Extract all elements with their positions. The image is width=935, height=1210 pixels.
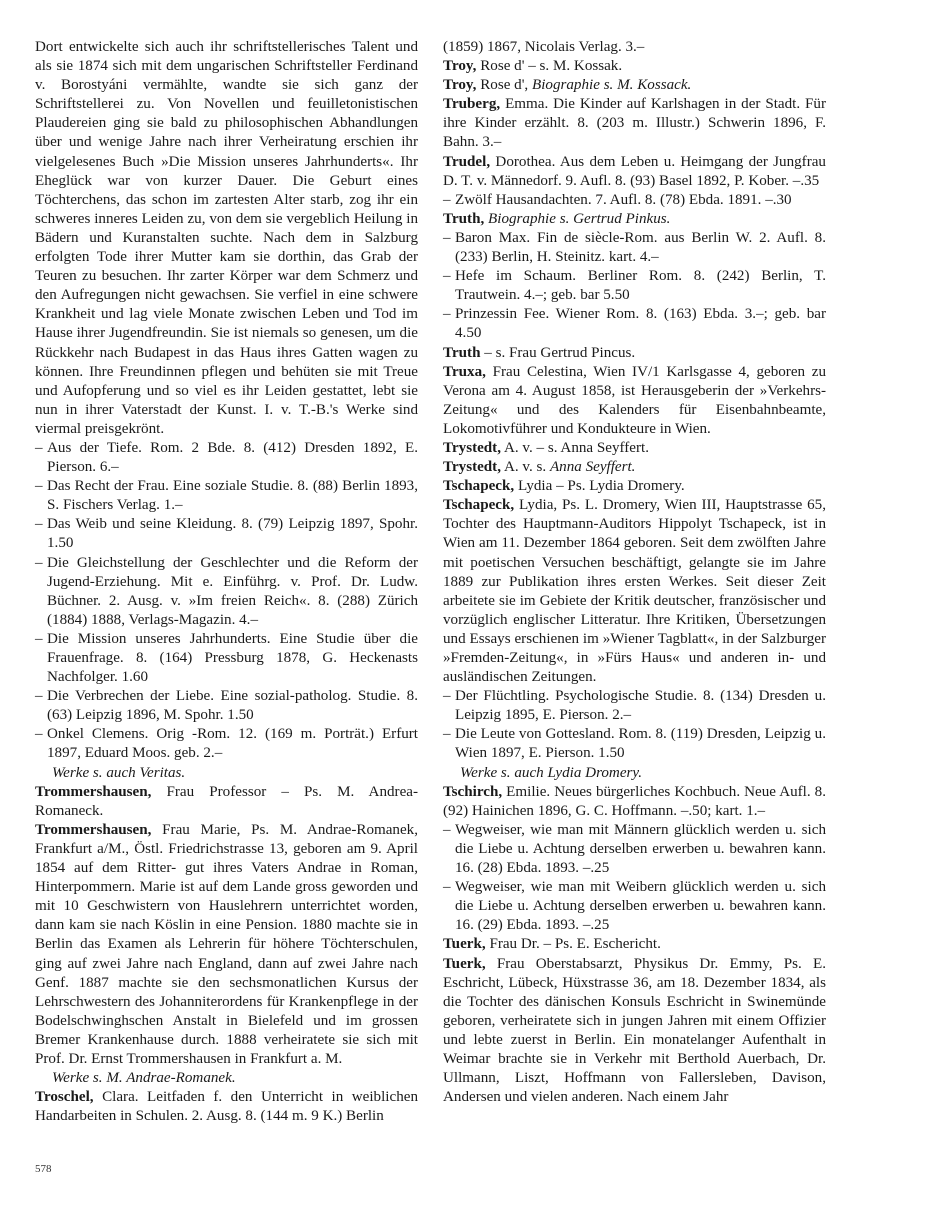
work-entry: – Die Mission unseres Jahrhunderts. Eine Studie über die Frauenfrage. 8. (164) Pressburg 1878, G. Heckenasts Nachfolger. 1.60	[35, 630, 418, 686]
work-entry: – Die Gleichstellung der Geschlechter und die Reform der Jugend-Erziehung. Mit e. Einführg. v. Prof. Dr. Ludw. Büchner. 2. Ausg. v. »Im freien Reich«. 8. (288) Zürich (1884) 1888, Verlags-Magazin. 4.–	[35, 554, 418, 628]
entry-name: Truth	[443, 344, 481, 361]
entry-name: Trommershausen,	[35, 783, 152, 800]
entry-name: Trystedt,	[443, 439, 501, 456]
entry-name: Trommershausen,	[35, 821, 152, 838]
work-entry: – Onkel Clemens. Orig -Rom. 12. (169 m. Porträt.) Erfurt 1897, Eduard Moos. geb. 2.–	[35, 726, 418, 762]
left-column	[35, 38, 418, 1126]
entry-name: Tschapeck,	[443, 497, 515, 514]
work-entry: – Hefe im Schaum. Berliner Rom. 8. (242) Berlin, T. Trautwein. 4.–; geb. bar 5.50	[443, 268, 826, 304]
work-entry: – Die Verbrechen der Liebe. Eine sozial-patholog. Studie. 8. (63) Leipzig 1896, M. Spohr. 1.50	[35, 688, 418, 724]
continuation-line: (1859) 1867, Nicolais Verlag. 3.–	[443, 39, 645, 55]
entry-name: Truberg,	[443, 96, 501, 113]
entry-name: Tuerk,	[443, 955, 486, 972]
work-entry: – Das Recht der Frau. Eine soziale Studie. 8. (88) Berlin 1893, S. Fischers Verlag. 1.–	[35, 478, 418, 514]
work-entry: – Baron Max. Fin de siècle-Rom. aus Berlin W. 2. Aufl. 8. (233) Berlin, H. Steinitz. kart. 4.–	[443, 229, 826, 266]
entry-trystedt-1: Trystedt, A. v. – s. Anna Seyffert.	[443, 439, 650, 456]
entry-tuerk-1: Tuerk, Frau Dr. – Ps. E. Eschericht.	[443, 936, 661, 953]
entry-truberg: Truberg, Emma. Die Kinder auf Karlshagen in der Stadt. Für ihre Kinder erzählt. 8. (203 m. Illustr.) Schwerin 1896, F. Bahn. 3.–	[443, 96, 827, 151]
works-note: Werke s. auch Lydia Dromery.	[460, 764, 643, 781]
work-entry: – Aus der Tiefe. Rom. 2 Bde. 8. (412) Dresden 1892, E. Pierson. 6.–	[35, 439, 418, 476]
entry-truxa: Truxa, Frau Celestina, Wien IV/1 Karlsgasse 4, geboren zu Verona am 4. August 1858, ist Herausgeberin der »Verkehrs-Zeitung« und des Kalenders für Eisenbahnbeamte, Lokomotivführer und Kondukteure in Wien.	[443, 363, 827, 437]
entry-truth-2: Truth – s. Frau Gertrud Pincus.	[443, 344, 636, 361]
right-column	[443, 38, 826, 1107]
entry-troy-1: Troy, Rose d' – s. M. Kossak.	[443, 58, 623, 75]
entry-name: Trudel,	[443, 153, 491, 170]
entry-name: Truth,	[443, 210, 485, 227]
entry-name: Tuerk,	[443, 936, 486, 953]
intro-paragraph: Dort entwickelte sich auch ihr schriftstellerisches Talent und als sie 1874 sich mit dem ungarischen Schriftsteller Ferdinand v. Borostyáni vermählte, wandte sie sich ganz der Schriftstellerei zu. Von Novellen und feuilletonistischen Plaudereien ging sie bald zu philosophischen Abhandlungen über und wenige Jahre nach ihrer Verheiratung erschien ihr vielgelesenes Buch »Die Mission unseres Jahrhunderts«. Ihr Eheglück war von kurzer Dauer. Die Geburt eines Töchterchens, das schon im zartesten Alter starb, zog ihr ein schweres inneres Leiden zu, von dem sie vergeblich Heilung in Bädern und Kuranstalten suchte. Nach dem in Salzburg erfolgten Tode ihrer Mutter kam sie dorthin, das Grab der Teuren zu besuchen. Ihr zarter Körper war dem Schmerz und den Aufregungen nicht gewachsen. Sie verfiel in eine schwere Krankheit und lag viele Monate zwischen Leben und Tod im Hause ihrer Jugendfreundin. Sie ist niemals so genesen, um die Rückkehr nach Budapest in das Haus ihres Gatten wagen zu können. Ihre Freundinnen pflegen und behüten sie mit Treue und Aufopferung und so viel es ihr Leiden gestattet, lebt sie nun in ihrer Vaterstadt der Kunst. I. v. T.-B.'s Werke sind viermal preisgekrönt.	[35, 39, 418, 437]
entry-troschel: Troschel, Clara. Leitfaden f. den Unterricht in weiblichen Handarbeiten in Schulen. 2. Ausg. 8. (144 m. 9 K.) Berlin	[35, 1089, 418, 1125]
entry-truth-1: Truth, Biographie s. Gertrud Pinkus.	[443, 210, 671, 227]
entry-trystedt-2: Trystedt, A. v. s. Anna Seyffert.	[443, 459, 636, 476]
works-note: Werke s. auch Veritas.	[52, 764, 186, 781]
work-entry: – Der Flüchtling. Psychologische Studie. 8. (134) Dresden u. Leipzig 1895, E. Pierson. 2.–	[443, 688, 826, 724]
entry-tschapeck-1: Tschapeck, Lydia – Ps. Lydia Dromery.	[443, 478, 685, 495]
entry-trudel: Trudel, Dorothea. Aus dem Leben u. Heimgang der Jungfrau D. T. v. Männedorf. 9. Aufl. 8. (93) Basel 1892, P. Kober. –.35	[443, 153, 826, 189]
entry-name: Tschapeck,	[443, 478, 515, 495]
work-entry: – Das Weib und seine Kleidung. 8. (79) Leipzig 1897, Spohr. 1.50	[35, 516, 418, 552]
work-entry: – Zwölf Hausandachten. 7. Aufl. 8. (78) Ebda. 1891. –.30	[443, 191, 792, 208]
work-entry: – Die Leute von Gottesland. Rom. 8. (119) Dresden, Leipzig u. Wien 1897, E. Pierson. 1.50	[443, 726, 826, 762]
entry-name: Troschel,	[35, 1089, 94, 1106]
work-entry: – Wegweiser, wie man mit Weibern glücklich werden u. sich die Liebe u. Achtung derselben erwerben u. bewahren kann. 16. (29) Ebda. 1893. –.25	[443, 879, 826, 934]
entry-tschapeck-2: Tschapeck, Lydia, Ps. L. Dromery, Wien III, Hauptstrasse 65, Tochter des Hauptmann-Auditors Hippolyt Tschapeck, ist in Wien am 11. Dezember 1864 geboren. Seit dem zwölften Jahre mit poetischen Versuchen beschäftigt, gelangte sie im Jahre 1889 zur Publikation ihres ersten Werkes. Seit dieser Zeit arbeitete sie im Gebiete der Kritik deutscher, französischer und vorzüglich englischer Litteratur. Ihre Kritiken, Übersetzungen und Essays erschienen im »Wiener Tagblatt«, in der Salzburger »Fremden-Zeitung«, in »Fürs Haus« und anderen in- und ausländischen Zeitungen.	[443, 497, 826, 686]
entry-name: Troy,	[443, 58, 477, 75]
entry-tschirch: Tschirch, Emilie. Neues bürgerliches Kochbuch. Neue Aufl. 8. (92) Hainichen 1896, G. C. Hoffmann. –.50; kart. 1.–	[443, 783, 826, 819]
work-entry: – Prinzessin Fee. Wiener Rom. 8. (163) Ebda. 3.–; geb. bar 4.50	[443, 306, 826, 342]
page-number: 578	[35, 1163, 52, 1175]
work-entry: – Wegweiser, wie man mit Männern glücklich werden u. sich die Liebe u. Achtung derselben erwerben u. bewahren kann. 16. (28) Ebda. 1893. –.25	[443, 821, 826, 877]
entry-name: Trystedt,	[443, 459, 501, 476]
entry-troy-2: Troy, Rose d', Biographie s. M. Kossack.	[443, 77, 692, 94]
entry-name: Troy,	[443, 77, 477, 94]
entry-tuerk-2: Tuerk, Frau Oberstabsarzt, Physikus Dr. Emmy, Ps. E. Eschricht, Lübeck, Hüxstrasse 36, am 18. Dezember 1834, als die Tochter des dänischen Konsuls Eschricht in Swinemünde geboren, verheiratete sich in jungen Jahren mit einem Offizier und lebte zuerst in Berlin. Ein monatelanger Aufenthalt in Weimar brachte sie in Verkehr mit Berthold Auerbach, Dr. Ullmann, Liszt, Hoffmann von Fallersleben, Davison, Andersen und vielen anderen. Nach einem Jahr	[443, 955, 826, 1106]
entry-trommershausen-2: Trommershausen, Frau Marie, Ps. M. Andrae-Romanek, Frankfurt a/M., Östl. Friedrichstrasse 13, geboren am 9. April 1854 auf dem Ritter- gut ihres Vaters Andrae in Roman, Hinterpommern. Marie ist auf dem Lande gross geworden und mit 10 Geschwistern von Hauslehrern unterrichtet worden, dann kam sie nach Köslin in eine Pension. 1880 machte sie in Berlin das Examen als Lehrerin für höhere Töchterschulen, ging auf zwei Jahre nach England, dann auf zwei Jahre nach Genf. 1887 machte sie den sechsmonatlichen Kursus der Lehrschwestern des Johanniterordens für Krankenpflege in der Bodelschwinghschen Anstalt in Bielefeld und im grossen Bremer Krankenhause durch. 1888 verheiratete sie sich mit Prof. Dr. Ernst Trommershausen in Frankfurt a. M.	[35, 821, 418, 1067]
entry-name: Truxa,	[443, 363, 486, 380]
entry-name: Tschirch,	[443, 783, 503, 800]
works-note: Werke s. M. Andrae-Romanek.	[52, 1070, 236, 1087]
entry-trommershausen-1: Trommershausen, Frau Professor – Ps. M. Andrea-Romaneck.	[35, 783, 418, 819]
